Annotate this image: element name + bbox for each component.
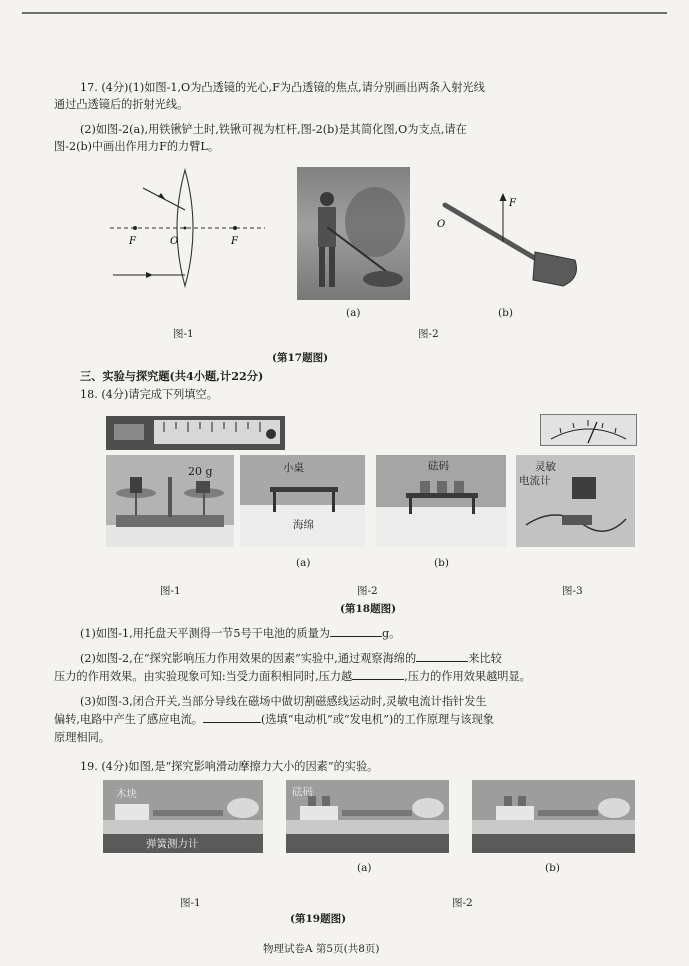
q17-line-1: 17. (4分)(1)如图-1,O为凸透镜的光心,F为凸透镜的焦点,请分别画出两条入射光线 [80,81,485,94]
spring-scale-label: 弹簧测力计 [146,838,199,850]
shovel-photo [297,167,410,300]
balance-scale-inset [106,416,285,450]
q19-fig2-label: 图-2 [452,897,473,909]
shovel-blade [533,252,577,286]
ray-2-arrow [146,272,153,278]
small-table-label: 小桌 [283,462,304,474]
answer-blank-4[interactable] [203,711,261,723]
q18-line-1: 18. (4分)请完成下列填空。 [80,388,218,401]
page-footer: 物理试卷A 第5页(共8页) [263,943,380,955]
focus-left-label: F [129,236,136,247]
friction-photo-2b-illustration [472,780,635,853]
weight-20g-label: 20 g [188,465,213,478]
q17-line-2: 通过凸透镜后的折射光线。 [54,98,189,111]
q17-lens-diagram [105,160,270,290]
force-f-arrow [500,193,507,201]
q18-item-3-line-1: (3)如图-3,闭合开关,当部分导线在磁场中做切割磁感线运动时,灵敏电流计指针发生 [80,695,487,708]
q17-caption: (第17题图) [272,352,329,364]
wood-block-label: 木块 [116,788,137,800]
q19-line-1: 19. (4分)如图,是“探究影响滑动摩擦力大小的因素”的实验。 [80,760,379,773]
pivot-o-label: O [437,219,446,230]
section-3-heading: 三、实验与探究题(共4小题,计22分) [80,369,264,383]
q18-item-2-line-1: (2)如图-2,在“探究影响压力作用效果的因素”实验中,通过观察海绵的 来比较 [80,652,502,665]
q18-item-2-line-2: 压力的作用效果。由实验现象可知:当受力面积相同时,压力越 ,压力的作用效果越明显。 [54,670,531,683]
q18-fig1-label: 图-1 [160,585,181,597]
q17-fig2a-label: (a) [346,307,361,319]
q18-fig3-label: 图-3 [562,585,583,597]
q17-fig2-label: 图-2 [418,328,439,340]
q18-fig2a-label: (a) [296,557,311,569]
q19-fig2b-label: (b) [545,862,560,874]
q17-fig1-label: 图-1 [173,328,194,340]
answer-blank-2[interactable] [416,650,468,662]
galvanometer-label-1: 灵敏 [535,461,556,473]
shovel-lever-diagram [435,190,585,295]
focus-right-label: F [231,236,238,247]
weight-label-19: 砝码 [292,786,313,798]
q17-fig2b-label: (b) [498,307,513,319]
induction-setup-illustration [516,455,635,547]
q18-caption: (第18题图) [340,603,397,615]
balance-photo [106,455,234,547]
top-rule [22,12,667,14]
balance-ruler-illustration [106,416,285,450]
galvanometer-dial [540,414,637,446]
focus-left-dot [133,226,137,230]
q18-item-3-line-2: 偏转,电路中产生了感应电流。 (选填“电动机”或“发电机”)的工作原理与该现象 [54,713,494,726]
q19-fig2a-label: (a) [357,862,372,874]
answer-blank-1[interactable] [330,625,382,637]
answer-blank-3[interactable] [352,668,404,680]
q18-item-1: (1)如图-1,用托盘天平测得一节5号干电池的质量为 g。 [80,627,401,640]
shovel-handle [445,205,543,263]
focus-right-dot [233,226,237,230]
sponge-label: 海绵 [293,519,314,531]
galvanometer-scale [541,415,636,445]
shovel-photo-illustration [297,167,410,300]
q17-line-3: (2)如图-2(a),用铁锹铲土时,铁锹可视为杠杆,图-2(b)是其简化图,O为支点,请在 [80,123,467,136]
induction-setup-photo [516,455,635,547]
weight-label: 砝码 [428,460,449,472]
optical-center-label: O [170,236,179,247]
q18-item-3-line-3: 原理相同。 [54,731,110,744]
balance-photo-illustration [106,455,234,547]
q18-fig2b-label: (b) [434,557,449,569]
q19-caption: (第19题图) [290,913,347,925]
force-f-label: F [509,198,516,209]
q17-line-4: 图-2(b)中画出作用力F的力臂L。 [54,140,220,153]
q19-fig1-label: 图-1 [180,897,201,909]
optical-center-dot [184,227,187,230]
q18-fig2-label: 图-2 [357,585,378,597]
galvanometer-label-2: 电流计 [519,475,551,487]
friction-photo-2b [472,780,635,853]
